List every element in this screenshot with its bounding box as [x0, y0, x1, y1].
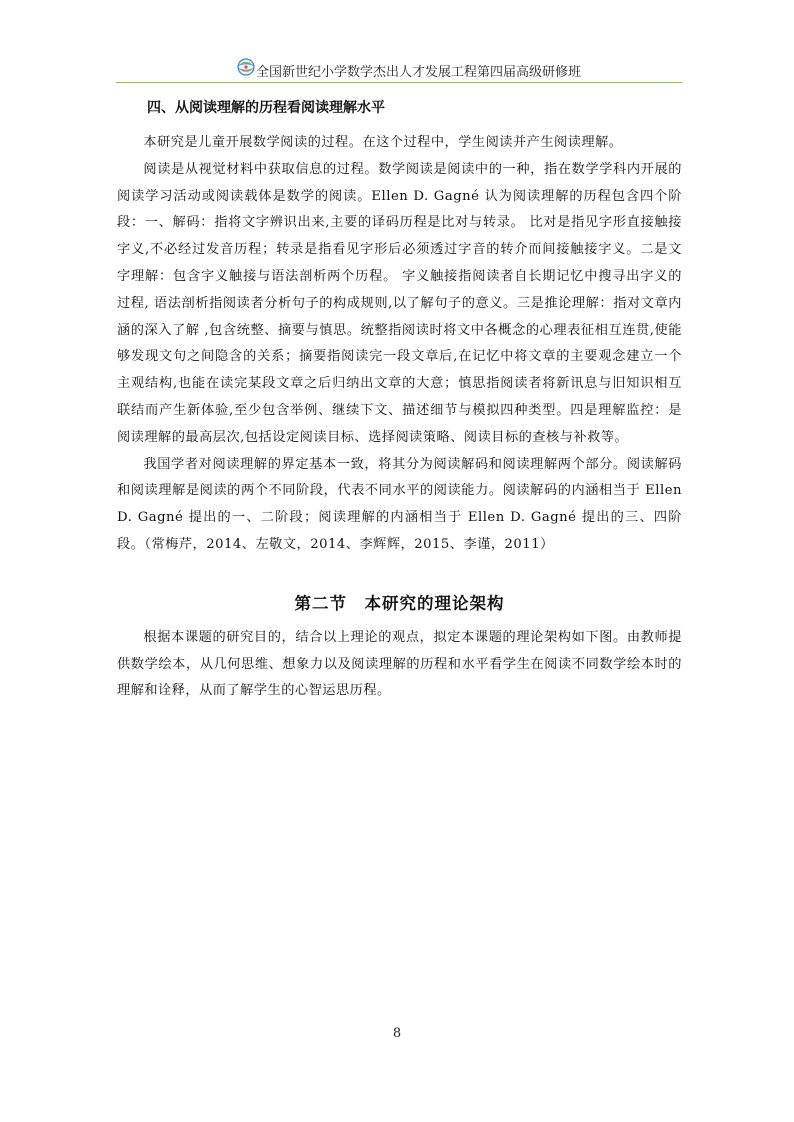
- chapter-paragraph-1: 根据本课题的研究目的，结合以上理论的观点，拟定本课题的理论架构如下图。由教师提供数学绘本，从几何思维、想象力以及阅读理解的历程和水平看学生在阅读不同数学绘本时的理解和诠释，从而了解学生的心智运思历程。: [117, 629, 682, 699]
- page-body: [117, 96, 682, 705]
- section-paragraph-3: 我国学者对阅读理解的界定基本一致，将其分为阅读解码和阅读理解两个部分。阅读解码和阅读理解是阅读的两个不同阶段，代表不同水平的阅读能力。阅读解码的内涵相当于 Ellen D. Gagné 提出的一、二阶段；阅读理解的内涵相当于 Ellen D. Gagné 提出的三、四阶段。（常梅芹，2014、左敬文，2014、李辉辉，2015、李谨，2011）: [117, 456, 682, 552]
- globe-logo-icon: [237, 58, 255, 76]
- page-number: 8: [392, 1026, 402, 1041]
- section-heading: 四、从阅读理解的历程看阅读理解水平: [147, 100, 385, 116]
- chapter-title: 第二节 本研究的理论架构: [294, 593, 505, 613]
- page-header: [116, 58, 682, 84]
- header-divider: [116, 82, 682, 83]
- section-paragraph-1: 本研究是儿童开展数学阅读的过程。在这个过程中，学生阅读并产生阅读理解。: [143, 135, 623, 150]
- header-title: 全国新世纪小学数学杰出人才发展工程第四届高级研修班: [256, 65, 582, 80]
- section-paragraph-2: 阅读是从视觉材料中获取信息的过程。数学阅读是阅读中的一种，指在数学学科内开展的阅读学习活动或阅读载体是数学的阅读。Ellen D. Gagné 认为阅读理解的历程包含四个阶段：一、解码：指将文字辨识出来,主要的译码历程是比对与转录。 比对是指见字形直接触接字义,不必经过发音历程；转录是指看见字形后必须透过字音的转介而间接触接字义。二是文字理解：包含字义触接与语法剖析两个历程。 字义触接指阅读者自长期记忆中搜寻出字义的过程, 语法剖析指阅读者分析句子的构成规则,以了解句子的意义。三是推论理解：指对文章内涵的深入了解 ,包含统整、摘要与慎思。统整指阅读时将文中各概念的心理表征相互连贯,使能够发现文句之间隐含的关系；摘要指阅读完一段文章后,在记忆中将文章的主要观念建立一个主观结构,也能在读完某段文章之后归纳出文章的大意；慎思指阅读者将新讯息与旧知识相互联结而产生新体验,至少包含举例、继续下文、描述细节与模拟四种类型。四是理解监控：是阅读理解的最高层次,包括设定阅读目标、选择阅读策略、阅读目标的查核与补救等。: [117, 161, 682, 445]
